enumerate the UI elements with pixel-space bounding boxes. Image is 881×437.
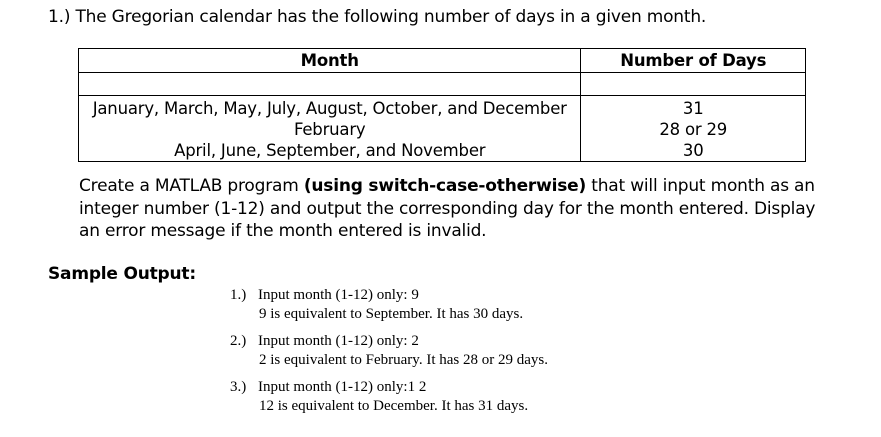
- sample-number: 2.): [230, 333, 247, 349]
- table-empty-row: [79, 73, 806, 96]
- sample-item: [230, 286, 548, 324]
- sample-output-line: 2 is equivalent to February. It has 28 or 29 days.: [259, 352, 548, 368]
- empty-cell: [79, 73, 581, 96]
- sample-number: 1.): [230, 287, 247, 303]
- month-cell: January, March, May, July, August, October, and December: [79, 96, 581, 120]
- sample-item: [230, 332, 548, 370]
- table-header-row: [79, 49, 806, 73]
- month-cell: April, June, September, and November: [79, 140, 581, 162]
- instructions-paragraph: [79, 175, 839, 243]
- month-cell: February: [79, 119, 581, 140]
- empty-cell: [581, 73, 806, 96]
- sample-output-label: Sample Output:: [48, 264, 196, 284]
- sample-output-list: [230, 286, 548, 424]
- instructions-text: that will input month as an integer number (1-12) and output the corresponding day for the month entered. Display an error message if the month entered is invalid.: [79, 176, 816, 241]
- sample-output-line: 9 is equivalent to September. It has 30 days.: [259, 306, 524, 322]
- days-cell: 31: [581, 96, 806, 120]
- sample-number: 3.): [230, 379, 247, 395]
- sample-item: [230, 378, 548, 416]
- header-month: Month: [79, 49, 581, 73]
- instructions-text: Create a MATLAB program: [79, 176, 304, 196]
- days-cell: 28 or 29: [581, 119, 806, 140]
- table-row: [79, 140, 806, 162]
- days-cell: 30: [581, 140, 806, 162]
- question-title: 1.) The Gregorian calendar has the following number of days in a given month.: [48, 7, 707, 27]
- instructions-bold-text: (using switch-case-otherwise): [303, 176, 587, 196]
- sample-input-line: Input month (1-12) only: 2: [258, 333, 419, 349]
- sample-input-line: Input month (1-12) only: 9: [258, 287, 419, 303]
- table-row: [79, 119, 806, 140]
- sample-output-line: 12 is equivalent to December. It has 31 days.: [259, 398, 529, 414]
- sample-input-line: Input month (1-12) only:1 2: [258, 379, 427, 395]
- days-table: [78, 48, 806, 162]
- table-row: [79, 96, 806, 120]
- header-number-of-days: Number of Days: [581, 49, 806, 73]
